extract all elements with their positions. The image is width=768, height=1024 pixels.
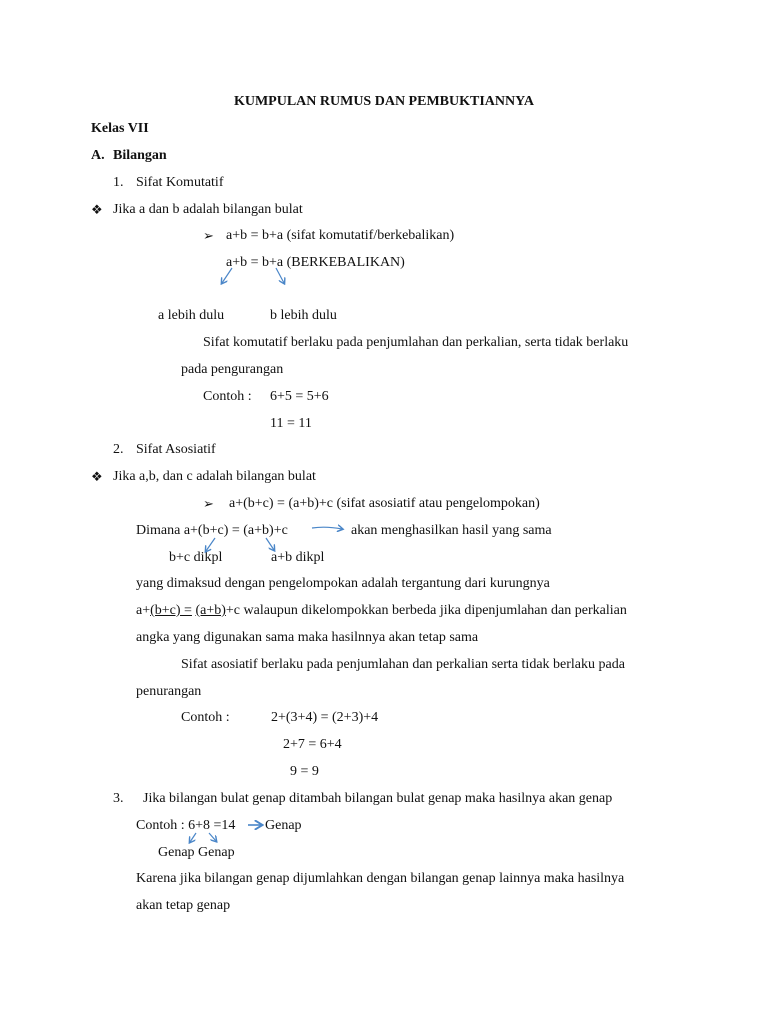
diamond-bullet-icon: ❖ [91,202,103,217]
example-result: 9 = 9 [290,764,319,779]
dimana-line: Dimana a+(b+c) = (a+b)+c [136,523,288,538]
item-3-explanation: Karena jika bilangan genap dijumlahkan dengan bilangan genap lainnya maka hasilnya [136,871,625,886]
section-a-heading: Bilangan [113,148,167,163]
annotation-b-first: b lebih dulu [270,308,337,323]
item-2-premise: Jika a,b, dan c adalah bilangan bulat [113,469,316,484]
associative-description: Sifat asosiatif berlaku pada penjumlahan dan perkalian serta tidak berlaku pada [181,657,625,672]
annotation-bc-grouped: b+c dikpl [169,550,223,565]
example-equation: 6+5 = 5+6 [270,389,329,404]
arrow-bullet-icon: ➢ [203,228,214,243]
annotation-a-first: a lebih dulu [158,308,225,323]
grouping-explanation: yang dimaksud dengan pengelompokan adalah tergantung dari kurungnya [136,576,550,591]
example-result: 11 = 11 [270,416,312,431]
item-1-number: 1. [113,175,124,190]
example-equation: 2+(3+4) = (2+3)+4 [271,710,379,725]
class-heading: Kelas VII [91,121,149,136]
diamond-bullet-icon: ❖ [91,469,103,484]
example-label: Contoh : [203,389,252,404]
associative-description-cont: penurangan [136,684,202,699]
item-3-example-result: Genap [265,818,302,833]
commutative-description-cont: pada pengurangan [181,362,284,377]
grouping-explanation-3: angka yang digunakan sama maka hasilnnya akan tetap sama [136,630,479,645]
item-3-example: Contoh : 6+8 =14 [136,818,236,833]
dimana-result: akan menghasilkan hasil yang sama [351,523,552,538]
item-1-heading: Sifat Komutatif [136,175,224,190]
page-title: KUMPULAN RUMUS DAN PEMBUKTIANNYA [233,94,535,109]
commutative-description: Sifat komutatif berlaku pada penjumlahan dan perkalian, serta tidak berlaku [203,335,629,350]
item-1-premise: Jika a dan b adalah bilangan bulat [113,202,303,217]
item-2-number: 2. [113,442,124,457]
annotation-ab-grouped: a+b dikpl [271,550,325,565]
section-a-marker: A. [91,148,105,163]
example-label: Contoh : [181,710,230,725]
commutative-formula-2: a+b = b+a (BERKEBALIKAN) [226,255,405,270]
example-step: 2+7 = 6+4 [283,737,342,752]
item-3-number: 3. [113,791,124,806]
grouping-explanation-2: a+(b+c) = (a+b)+c walaupun dikelompokkan berbeda jika dipenjumlahan dan perkalian [136,603,627,618]
arrow-bullet-icon: ➢ [203,496,214,511]
item-3-explanation-cont: akan tetap genap [136,898,231,913]
item-3-annotation: Genap Genap [158,845,235,860]
associative-formula: a+(b+c) = (a+b)+c (sifat asosiatif atau pengelompokan) [229,496,540,511]
arrow-right-icon [312,527,342,529]
item-3-statement: Jika bilangan bulat genap ditambah bilangan bulat genap maka hasilnya akan genap [143,791,613,806]
commutative-formula: a+b = b+a (sifat komutatif/berkebalikan) [226,228,455,243]
item-2-heading: Sifat Asosiatif [136,442,216,457]
